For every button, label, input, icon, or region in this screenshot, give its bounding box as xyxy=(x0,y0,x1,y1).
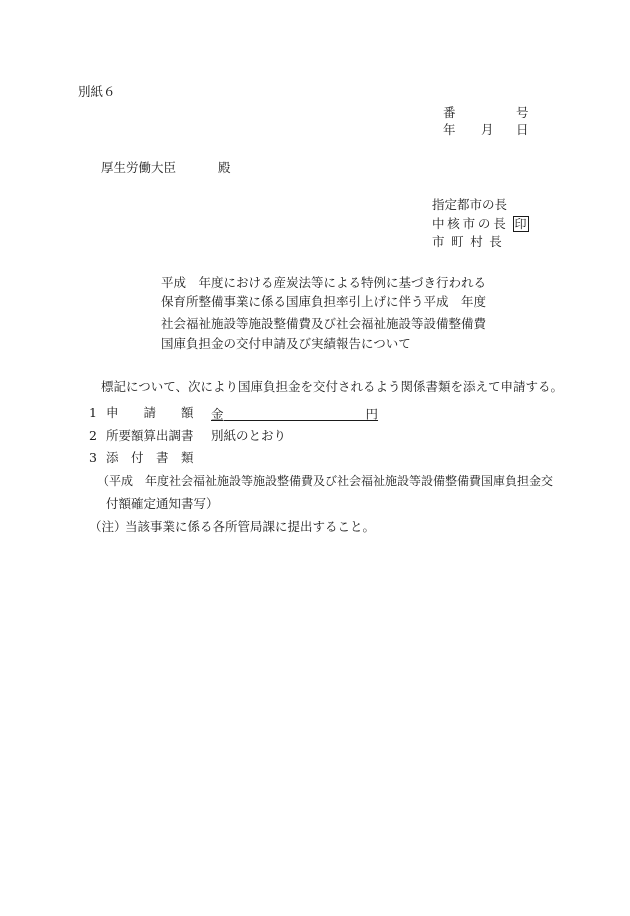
title-line-1: 平成 年度における産炭法等による特例に基づき行われる xyxy=(161,275,487,290)
note-text: 当該事業に係る各所管局課に提出すること。 xyxy=(125,519,376,534)
addressee-honorific: 殿 xyxy=(218,160,231,175)
number-label-go: 号 xyxy=(516,105,529,120)
amount-prefix: 金 xyxy=(211,406,224,422)
item-1-amount xyxy=(211,407,378,421)
date-month: 月 xyxy=(481,122,494,137)
title-line-2: 保育所整備事業に係る国庫負担率引上げに伴う平成 年度 xyxy=(161,294,487,309)
date-day: 日 xyxy=(516,122,529,137)
item-1-label: 申 請 額 xyxy=(106,405,194,420)
sender-line-2 xyxy=(432,216,529,232)
item-3-detail-line-1: （平成 年度社会福祉施設等施設整備費及び社会福祉施設等設備整備費国庫負担金交 xyxy=(97,474,554,488)
item-3-label: 添 付 書 類 xyxy=(106,450,194,465)
item-3-number: 3 xyxy=(89,450,97,465)
item-3-detail-line-2: 付額確定通知書写） xyxy=(106,496,219,511)
sender-line-1: 指定都市の長 xyxy=(432,197,508,212)
amount-unit: 円 xyxy=(365,406,379,422)
seal-mark: 印 xyxy=(514,217,527,231)
item-2-number: 2 xyxy=(89,428,97,443)
title-line-3: 社会福祉施設等施設整備費及び社会福祉施設等設備整備費 xyxy=(161,316,487,331)
number-label-ban: 番 xyxy=(443,105,456,120)
date-year: 年 xyxy=(443,122,456,137)
item-2-value: 別紙のとおり xyxy=(211,428,287,443)
form-label: 別紙６ xyxy=(78,84,116,99)
item-1-number: 1 xyxy=(89,405,97,420)
addressee-name: 厚生労働大臣 xyxy=(101,160,177,175)
sender-line-3: 市町村長 xyxy=(432,234,509,249)
sender-line-2-text: 中核市の長 xyxy=(432,216,509,231)
title-line-4: 国庫負担金の交付申請及び実績報告について xyxy=(161,336,411,351)
item-2-label: 所要額算出調書 xyxy=(106,428,194,443)
amount-blank-line xyxy=(224,407,366,421)
intro-text: 標記について、次により国庫負担金を交付されるよう関係書類を添えて申請する。 xyxy=(101,379,564,394)
note-label: （注） xyxy=(89,519,127,534)
